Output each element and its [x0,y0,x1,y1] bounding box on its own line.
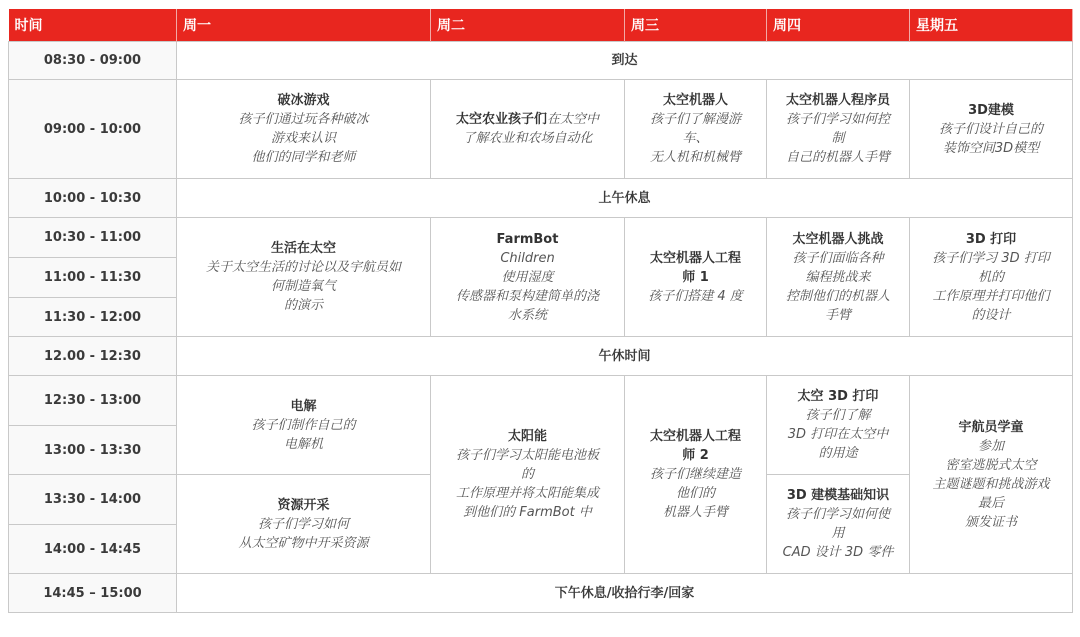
activity-desc: 孩子们制作自己的 [251,417,356,433]
activity-title: 师 2 [682,448,709,463]
activity-desc: 他们的 [675,486,715,501]
activity-desc: 机的 [977,269,1004,285]
activity-desc: 手臂 [824,307,851,323]
time-cell: 10:30 - 11:00 [9,218,177,258]
activity-desc: 使用湿度 [501,269,554,285]
activity-title: 太空机器人挑战 [792,231,884,247]
activity-desc: 到他们的 FarmBot 中 [463,505,592,520]
table-row [9,42,1073,80]
time-cell: 12.00 - 12:30 [9,337,177,376]
activity-desc: 自己的机器人手臂 [785,150,890,165]
activity-desc: 的 [520,467,534,482]
activity-title: 生活在太空 [270,241,336,256]
activity-desc: 的用途 [818,446,858,461]
activity-desc: 的演示 [283,298,323,313]
table-row [9,218,1073,258]
activity-desc: Children [500,250,555,266]
activity-cell-icebreak [177,80,431,179]
time-cell: 11:00 - 11:30 [9,258,177,298]
time-cell: 09:00 - 10:00 [9,80,177,179]
schedule-table [8,9,1073,613]
activity-desc: 3D 打印在太空中 [787,427,889,442]
activity-cell-3d-printing [910,218,1073,337]
activity-desc: 工作原理并将太阳能集成 [455,486,599,501]
table-row [9,376,1073,426]
activity-title: 资源开采 [277,497,330,513]
activity-cell-3d-modeling-basics [767,475,910,574]
activity-desc: 编程挑战来 [805,269,871,285]
activity-cell-3d-modeling [910,80,1073,179]
activity-title: 师 1 [682,269,709,285]
header-thursday: 周四 [767,9,910,42]
morning-break-cell: 上午休息 [177,179,1073,218]
table-row [9,337,1073,376]
activity-desc: 孩子们面临各种 [792,250,884,266]
activity-title: 3D建模 [968,102,1014,118]
header-row [9,9,1073,42]
activity-cell-solar [431,376,625,574]
activity-title: 太空机器人程序员 [785,93,890,108]
activity-desc: 水系统 [507,307,547,323]
activity-desc: 孩子们设计自己的 [938,121,1043,137]
table-row [9,574,1073,613]
activity-cell-robot-programmer [767,80,910,179]
activity-desc: 游戏来认识 [270,131,336,146]
activity-desc: 何制造氧气 [270,279,336,294]
activity-desc: 孩子们通过玩各种破冰 [238,112,369,127]
time-cell: 10:00 - 10:30 [9,179,177,218]
activity-title: 太阳能 [507,429,547,444]
activity-desc: 车、 [682,131,709,146]
activity-cell-robot-engineer-1 [625,218,767,337]
activity-title: 宇航员学童 [958,419,1024,435]
header-tuesday: 周二 [431,9,625,42]
activity-cell-space-3d-printing [767,376,910,475]
activity-title: 太空机器人工程 [649,250,741,266]
activity-cell-robot-engineer-2 [625,376,767,574]
activity-desc: 制 [831,131,845,146]
activity-title: 3D 建模基础知识 [786,488,890,503]
activity-desc: 孩子们学习如何控 [785,112,890,127]
activity-desc: CAD 设计 3D 零件 [782,545,894,560]
activity-desc: 的设计 [971,307,1011,323]
activity-cell-astronaut-student [910,376,1073,574]
activity-desc: 孩子们学习太阳能电池板 [455,448,599,463]
activity-desc: 孩子们继续建造 [649,467,741,482]
activity-desc: 孩子们学习 3D 打印 [932,250,1050,266]
arrival-cell: 到达 [177,42,1073,80]
activity-title: 太空机器人 [662,93,728,108]
afternoon-break-cell: 下午休息/收拾行李/回家 [177,574,1073,613]
activity-desc: 密室逃脱式太空 [945,457,1037,473]
activity-cell-living-in-space [177,218,431,337]
activity-desc: 孩子们了解 [805,408,871,423]
activity-cell-agriculture [431,80,625,179]
activity-desc: 从太空矿物中开采资源 [238,535,369,551]
activity-cell-space-robot [625,80,767,179]
activity-desc: 关于太空生活的讨论以及宇航员如 [205,260,401,275]
header-wednesday: 周三 [625,9,767,42]
activity-desc: 传感器和泵构建简单的浇 [455,288,599,304]
time-cell: 08:30 - 09:00 [9,42,177,80]
activity-title: 太空农业孩子们 [455,112,547,127]
table-row [9,80,1073,179]
activity-desc: 用 [831,526,845,541]
activity-desc: 主题谜题和挑战游戏 [932,476,1050,492]
activity-title: 太空机器人工程 [649,429,741,444]
activity-desc: 参加 [977,438,1004,454]
activity-desc: 在太空中 [547,112,600,127]
activity-title: 电解 [290,398,317,414]
activity-desc: 装饰空间3D模型 [942,140,1040,156]
time-cell: 13:00 - 13:30 [9,426,177,475]
activity-title: 3D 打印 [965,231,1017,247]
time-cell: 13:30 - 14:00 [9,475,177,525]
header-time: 时间 [9,9,177,42]
activity-title: 太空 3D 打印 [797,389,879,404]
lunch-break-cell: 午休时间 [177,337,1073,376]
activity-title: 破冰游戏 [277,93,330,108]
activity-cell-robot-challenge [767,218,910,337]
activity-desc: 了解农业和农场自动化 [462,131,593,146]
activity-desc: 孩子们了解漫游 [649,112,741,127]
activity-desc: 工作原理并打印他们 [932,288,1050,304]
activity-desc: 控制他们的机器人 [785,288,890,304]
time-cell: 11:30 - 12:00 [9,298,177,337]
activity-cell-electrolysis [177,376,431,475]
header-monday: 周一 [177,9,431,42]
time-cell: 14:00 - 14:45 [9,525,177,574]
activity-desc: 孩子们学习如何 [257,516,349,532]
activity-cell-farmbot [431,218,625,337]
activity-desc: 电解机 [283,436,323,452]
time-cell: 12:30 - 13:00 [9,376,177,426]
activity-desc: 孩子们学习如何使 [785,507,890,522]
activity-cell-resource-mining [177,475,431,574]
activity-desc: 最后 [977,495,1004,511]
activity-desc: 孩子们搭建 4 度 [648,288,743,304]
activity-title: FarmBot [496,231,559,247]
activity-desc: 无人机和机械臂 [649,150,741,165]
time-cell: 14:45 – 15:00 [9,574,177,613]
header-friday: 星期五 [910,9,1073,42]
activity-desc: 机器人手臂 [662,505,728,520]
table-row [9,179,1073,218]
activity-desc: 颁发证书 [964,514,1017,530]
activity-desc: 他们的同学和老师 [251,150,356,165]
